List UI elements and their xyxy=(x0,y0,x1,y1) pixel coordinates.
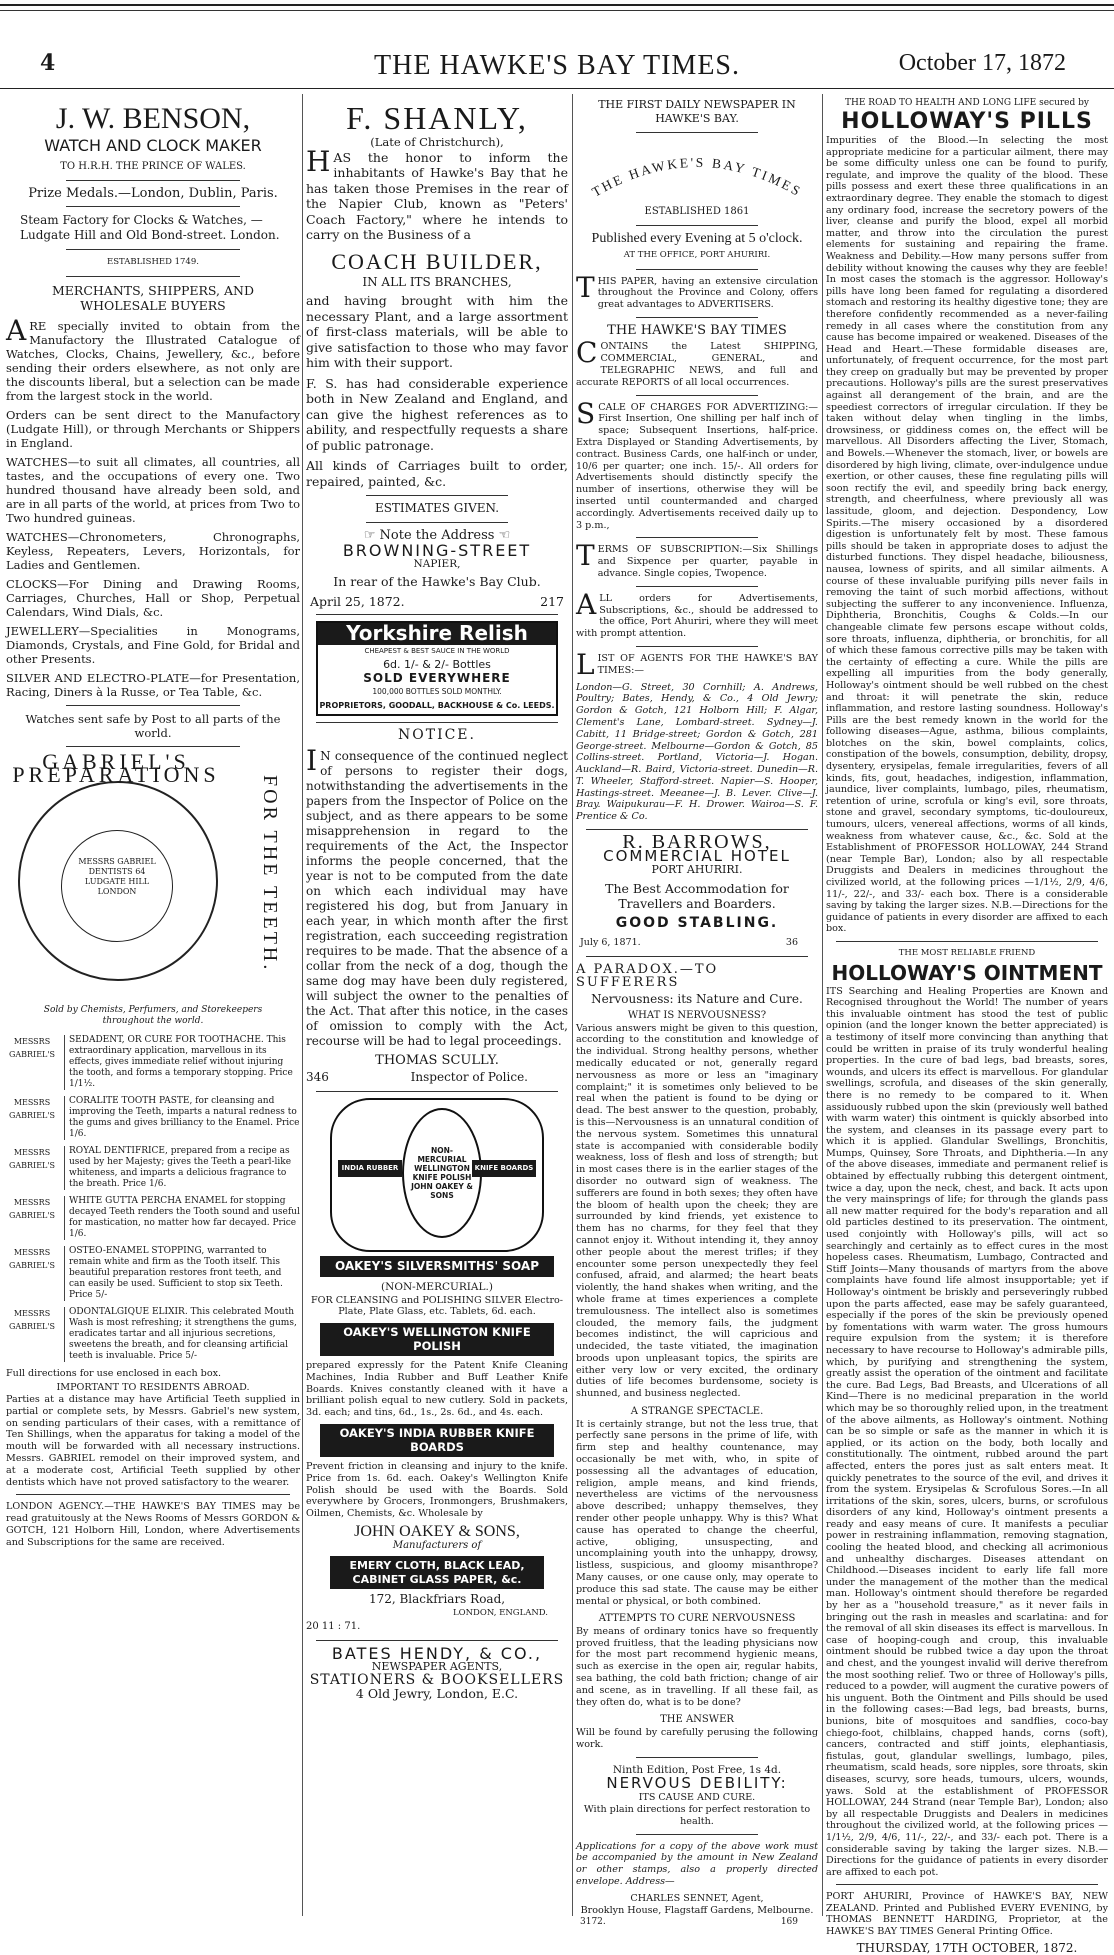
divider xyxy=(636,1757,758,1758)
bates-hendy: BATES HENDY, & CO., xyxy=(331,1643,543,1663)
gabriel-item-text: WHITE GUTTA PERCHA ENAMEL for stopping decayed Teeth renders the Tooth sound and useful for mastication, no matter how far decayed. Price 1/6. xyxy=(64,1196,300,1240)
answer-body: Will be found by carefully perusing the following work. xyxy=(576,1726,818,1750)
gabriel-inner-seal xyxy=(61,830,173,942)
july-date: July 6, 1871. xyxy=(580,937,641,949)
relish-tagline: CHEAPEST & BEST SAUCE IN THE WORLD xyxy=(364,646,510,655)
watches-types-item: WATCHES—Chronometers, Chronographs, Keyless, Repeaters, Levers, Horizontals, for Ladies and Gentlemen. xyxy=(6,529,300,572)
sennet-footer xyxy=(580,1916,798,1930)
gabriel-arc-title: GABRIEL'S PREPARATIONS xyxy=(12,748,220,787)
brooklyn: Brooklyn House, Flagstaff Gardens, Melbourne. xyxy=(580,1904,814,1916)
applications: Applications for a copy of the above work must be accompanied by the amount in New Zealand or other stamps, also a properly directed envelope. Address— xyxy=(576,1840,818,1887)
gabriel-item xyxy=(6,1035,300,1090)
arc-title xyxy=(576,139,818,205)
oakey-number: 20 11 : 71. xyxy=(306,1621,361,1633)
page-number: 4 xyxy=(40,50,56,76)
column-rule xyxy=(572,94,573,1916)
gabriel-item-text: OSTEO-ENAMEL STOPPING, warranted to remain white and firm as the Tooth itself. This beautiful preparation restores front teeth, and can easily be used. Sufficient to stop six Teeth. Price 5/- xyxy=(64,1246,300,1301)
gabriel-directions: Full directions for use enclosed in each box. xyxy=(6,1367,222,1379)
divider xyxy=(66,705,240,706)
top-rule-thin xyxy=(0,10,1114,11)
benson-name: J. W. BENSON, xyxy=(55,102,251,135)
divider xyxy=(316,1640,558,1641)
browning-street: BROWNING-STREET xyxy=(342,541,532,560)
imprint: PORT AHURIRI, Province of HAWKE'S BAY, NEW ZEALAND. Printed and Published EVERY EVENING, by THOMAS BENNETT HARDING, Proprietor, at the HAWKE'S BAY TIMES General Printing Office. xyxy=(826,1891,1108,1938)
pointing-hand-icon: ☞ xyxy=(363,527,380,543)
relish-title: Yorkshire Relish xyxy=(318,623,556,645)
divider xyxy=(636,1834,758,1835)
masthead xyxy=(0,0,1114,80)
sennet-number-2: 169 xyxy=(780,1917,798,1928)
messrs-label: MESSRS GABRIEL'S xyxy=(8,1247,56,1270)
gabriel-seal xyxy=(18,781,218,981)
rear-club: In rear of the Hawke's Bay Club. xyxy=(333,574,541,589)
divider xyxy=(636,395,758,396)
scully-name: THOMAS SCULLY. xyxy=(375,1052,499,1068)
arc-title-text: THE HAWKE'S BAY TIMES xyxy=(589,154,805,200)
divider xyxy=(636,586,758,587)
column-2 xyxy=(306,98,568,1916)
nervousness-body: Various answers might be given to this question, according to the constitution and knowledge of the individual. Strong healthy persons, whether medically educated or not, generally regard nervousness as more or less an "imaginary complaint;" it is sometimes only believed to be real when the patient is found to be dying or dead. The best answer to the question, probably, is this—Nervousness is an unnatural condition of the nervous system. Sometimes this unnatural state is accompanied with considerable bodily weakness, loss of flesh and loss of strength; but in most cases there is in the earlier stages of the disorder no outward sign of weakness. The sufferers are found in both sexes; they often have the bloom of health upon the cheek; they are surrounded by kind friends, yet existence to them has no charms, for they feel that they cannot enjoy it. Without intending it, they annoy other people about the merest trifles; if they encounter some person unexpectedly they feel confused, afraid, and alarmed; the heart beats violently, the hand shakes when writing, and the whole frame at times experiences a complete tremulousness. The intellect also is sometimes clouded, the memory fails, the judgment becomes indistinct, the will capricious and undecided, the taste vitiated, the imagination broods upon unpleasant topics, the spirits are either very low or very excited, the ordinary duties of life becomes burdensome, society is shunned, and business neglected. xyxy=(576,1022,818,1400)
divider xyxy=(66,249,240,250)
pills-body: Impurities of the Blood.—In selecting the most appropriate medicine for a particular ailment, there may be some difficulty unless one can be found to purify, regulate, and improve the quality of the blood. These pills possess and exert these three qualifications in an extraordinary degree. They enable the stomach to digest any ordinary food, increase the secretory powers of the liver, cleanse and purify the blood, expel all morbid matter, and throw into the circulation the purest elements for sustaining and repairing the frame. Weakness and Debility.—How many persons suffer from debility without knowing the causes why they are feeble! In most cases the stomach is the aggressor. Holloway's pills have long been famed for regulating a disordered stomach and restoring its healthy digestive tone; they are therefore confidently recommended as a never-failing remedy in all cases where the constitution from any cause has become impaired or weakened. Diseases of the Head and Heart.—These formidable diseases are, unfortunately, of frequent occurrence, for the most part they creep on gradually but may be prevented by proper precautions. Holloway's pills are the surest preservatives against all derangement of the brain, and are the speediest correctors of irregular circulation. If they be taken without delay when tingling in the limbs, drowsiness, or giddiness comes on, the effect will be marvellous. All Disorders affecting the Liver, Stomach, and Bowels.—Whenever the stomach, liver, or bowels are disordered by high living, climate, over-indulgence undue exertion, or other causes, these fine regulating pills will soon rectify the evil, and speedily bring back energy, strength, and cheerfulness, where previously all was lassitude, gloom, and dejection. Despondency, Low Spirits.—The misery occasioned by a disordered digestion is unfortunately felt by most. These famous pills should be taken in appropriate doses to adjust the disturbed functions. They dispel headache, biliousness, nausea, lowness of spirits, and all similar ailments. A course of these invaluable purifying pills never fails in removing the taint of such morbid affections, without subjecting the sufferer to any inconvenience. Influenza, Diphtheria, Bronchitis, Coughs & Colds.—In our changeable climate few persons escape without colds, sore throats, influenza, diphtheria, or bronchitis, for all of which these famous corrective pills may be taken with the certainty of effecting a cure. While the pills are expelling all impurities from the body generally, Holloway's ointment should be well rubbed on the chest and throat: it will penetrate the skin, reduce inflammation, and restore lasting soundness. Holloway's Pills are the best remedy known in the world for the following diseases—Ague, asthma, bilious complaints, blotches on the skin, bowel complaints, colics, constipation of the bowels, consumption, debility, dropsy, dysentery, erysipelas, female irregularities, fevers of all kinds, fits, gout, headaches, indigestion, inflammation, jaundice, liver complaints, lumbago, piles, rheumatism, retention of urine, scrofula or king's evil, sore throats, stone and gravel, secondary symptoms, tic-douloureux, tumours, ulcers, venereal affections, worms of all kinds, weakness from whatever cause, &c., &c. Sold at the Establishment of PROFESSOR HOLLOWAY, 244 Strand (near Temple Bar), London; also by all respectable Druggists and Dealers in medicines throughout the civilized world, at the following prices —1/1½, 2/9, 4/6, 11/-, 22/-, and 33/- each box. There is a considerable saving by taking the larger sizes. N.B.—Directions for the guidance of patients in every disorder are affixed to each box. xyxy=(826,135,1108,935)
top-rule xyxy=(0,4,1114,6)
shanly-body-4: All kinds of Carriages built to order, repaired, painted, &c. xyxy=(306,458,568,489)
polish-body: prepared expressly for the Patent Knife Cleaning Machines, India Rubber and Buff Leather Knife Boards. Knives constantly cleaned with it have a brilliant polish equal to new cutlery. Sold in packets, 3d. each; and tins, 6d., 1s., 2s. 6d., and 4s. each. xyxy=(306,1360,568,1419)
merchants-heading: MERCHANTS, SHIPPERS, AND WHOLESALE BUYERS xyxy=(52,282,254,313)
divider xyxy=(366,495,508,496)
divider xyxy=(66,276,240,277)
orders-body: Orders can be sent direct to the Manufactory (Ludgate Hill), or through Merchants or Shippers in England. xyxy=(6,407,300,450)
contains: CONTAINS the Latest SHIPPING, COMMERCIAL, GENERAL, and TELEGRAPHIC NEWS, and full and accurate REPORTS of all local occurrences. xyxy=(576,336,818,388)
polish-banner: OAKEY'S WELLINGTON KNIFE POLISH xyxy=(320,1323,554,1356)
jewellery-item: JEWELLERY—Specialities in Monograms, Diamonds, Crystals, and Fine Gold, for Bridal and other Presents. xyxy=(6,623,300,666)
emery-banner: EMERY CLOTH, BLACK LEAD, CABINET GLASS PAPER, &c. xyxy=(330,1556,544,1589)
shanly-name: F. SHANLY, xyxy=(346,100,528,136)
gabriel-seal-text: MESSRS GABRIEL DENTISTS 64 LUDGATE HILL LONDON xyxy=(78,856,156,896)
divider xyxy=(586,829,808,830)
messrs-label: MESSRS GABRIEL'S xyxy=(8,1097,56,1120)
issue-date: October 17, 1872 xyxy=(898,50,1066,76)
divider xyxy=(836,941,1098,942)
sennet: CHARLES SENNET, Agent, xyxy=(630,1892,764,1904)
gabriel-side-title: FOR THE TEETH. xyxy=(259,774,281,972)
manufacturers: Manufacturers of xyxy=(392,1539,482,1551)
benson-appointment: TO H.R.H. THE PRINCE OF WALES. xyxy=(60,161,246,172)
gabriel-item xyxy=(6,1096,300,1140)
divider xyxy=(366,522,508,523)
strange-spectacle: A STRANGE SPECTACLE. xyxy=(630,1406,764,1418)
nervous-debility: NERVOUS DEBILITY: xyxy=(606,1774,788,1792)
scully-title: Inspector of Police. xyxy=(410,1070,528,1084)
old-jewry: 4 Old Jewry, London, E.C. xyxy=(355,1686,519,1702)
attempts: ATTEMPTS TO CURE NERVOUSNESS xyxy=(598,1613,796,1625)
gabriel-item xyxy=(6,1146,300,1190)
important-body: Parties at a distance may have Artificial Teeth supplied in partial or complete sets, by Messrs. Gabriel's new system, on sending particulars of their cases, with a remittance of Ten Shillings, when the apparatus for taking a model of the mouth will be forwarded with all necessary instructions. Messrs. GABRIEL remodel on their improved system, and at a moderate cost, Artificial Teeth supplied by other dentists which have not proved satisfactory to the wearer. xyxy=(6,1394,300,1488)
newspaper-agents: NEWSPAPER AGENTS, xyxy=(371,1660,503,1674)
clocks-item: CLOCKS—For Dining and Drawing Rooms, Carriages, Churches, Hall or Shop, Perpetual Calendars, Wind Dials, &c. xyxy=(6,576,300,619)
silver-item: SILVER AND ELECTRO-PLATE—for Presentation, Racing, Diners à la Russe, or Tea Table, &c. xyxy=(6,670,300,699)
gabriel-item xyxy=(6,1196,300,1240)
divider xyxy=(636,317,758,318)
ointment-body: ITS Searching and Healing Properties are Known and Recognised throughout the World! The number of years this invaluable ointment has stood the test of public opinion (and the longer known the better appreciated) is a testimony of itself more convincing than anything that could be written in praise of its truly wonderful healing properties. In the cure of bad legs, bad breasts, sores, wounds, and ulcers its effect is marvellous. For glandular swellings, scrofula, and diseases of the skin generally, there is no remedy to be compared to it. When assiduously rubbed upon the skin (previously well bathed with warm water) this ointment is quickly absorbed into the system, and cleanses in its passage every part to which it is applied. Glandular Swellings, Bronchitis, Mumps, Quinsey, Sore Throats, and Diphtheria.—In any of the above diseases, immediate and permanent relief is obtained by effectually rubbing this detergent ointment, twice a day, upon the neck, chest, and back. It acts upon the very mainsprings of life; for through the glands pass all new matter required for the body's reparation and all old particles destined to its preservation. The ointment, used conjointly with Holloway's pills, will act so searchingly and certainly as to effect cures in the most hopeless cases. Rheumatism, Lumbago, Contracted and Stiff Joints—Many thousands of martyrs from the above complaints have found life almost insupportable; yet if Holloway's ointment be briskly and perseveringly rubbed upon the parts affected, ease may be safely guaranteed, especially if the pores of the skin be previously opened by fomentations with warm water. The gross humours require expulsion from the system; it is therefore necessary to have recourse to Holloway's admirable pills, which, by purifying and strengthening the system, greatly assist the operation of the ointment and facilitate the cure. Bad Legs, Bad Breasts, and Ulcerations of all Kind—There is no medicinal preparation in the world which may be so thoroughly relied upon, in the treatment of the above ailments, as Holloway's ointment. Nothing can be so simple or safe as the manner in which it is applied, or its action on the body, both locally and constitutionally. The ointment, rubbed around the part affected, enters the pores just as salt enters meat. It quickly penetrates to the source of the evil, and drives it from the system. Erysipelas & Scrofulous Sores.—In all irritations of the skin, sores, ulcers, burns, or scrofulous disorders of any kind, Holloway's ointment presents a ready and easy means of cure. It manifests a peculiar power in restraining inflammation, removing stagnation, cooling the heated blood, and checking all acrimonious and unhealthy discharges. Diseases attendant on Childhood.—Diseases incident to early life fall more under the management of the mother than the medical man. Holloway's ointment should therefore be regarded by her as a "household treasure," as it never fails in bringing out the rash in measles and scarlatina: and for the removal of all skin diseases its effect is marvellous. In case of hooping-cough and croup, this invaluable ointment should be rubbed twice a day upon the throat and chest, and the youngest invalid will derive therefrom the most soothing relief. Two or three of Holloway's pills, reduced to a powder, will augment the curative powers of his unguent. Both the Ointment and Pills should be used in the following cases:—Bad legs, bad breasts, burns, bunions, bite of mosquitoes and sandflies, coco-bay chiego-foot, chilblains, chapped hands, corns (soft), cancers, contracted and stiff joints, elephantiasis, fistulas, gout, glandular swellings, lumbago, piles, rheumatism, scald heads, sore nipples, sore throats, skin diseases, scurvy, sore heads, tumours, ulcers, wounds, yaws. Sold at the establishment of PROFESSOR HOLLOWAY, 244 Strand (near Temple Bar), London; also by all respectable Druggists and Dealers in medicines throughout the civilized world, at the following prices —1/1½, 2/9, 4/6, 11/-, 22/-, and 33/- each pot. There is a considerable saving by taking the larger sizes. N.B.—Directions for the guidance of patients in every disorder are affixed to each pot. xyxy=(826,985,1108,1878)
holloways-pills: HOLLOWAY'S PILLS xyxy=(841,109,1093,134)
divider xyxy=(66,206,240,207)
commercial-hotel: COMMERCIAL HOTEL xyxy=(603,846,791,865)
gabriel-caption: Sold by Chemists, Perfumers, and Storekeepers throughout the world. xyxy=(43,1004,263,1026)
yorkshire-relish-ad xyxy=(316,621,558,716)
messrs-label: MESSRS GABRIEL'S xyxy=(8,1308,56,1331)
scully-number: 346 xyxy=(306,1070,329,1084)
terms: TERMS OF SUBSCRIPTION:—Six Shillings and Sixpence per quarter, payable in advance. Single copies, Twopence. xyxy=(576,539,818,579)
shanly-body: HAS the honor to inform the inhabitants of Hawke's Bay that he has taken those Premises in the rear of the Napier Club, known as "Peters' Coach Factory," where he intends to carry on the Business of a xyxy=(306,144,568,242)
all-orders: ALL orders for Advertisements, Subscriptions, &c., should be addressed to the office, Port Ahuriri, where they will meet with prompt attention. xyxy=(576,587,818,640)
sennet-number: 3172. xyxy=(580,1917,606,1928)
relish-sold: SOLD EVERYWHERE xyxy=(363,670,511,685)
gabriel-item-text: ODONTALGIQUE ELIXIR. This celebrated Mouth Wash is most refreshing; it strengthens the gums, eradicates tartar and all injurious secretions, sweetens the breath, and for cleansing artificial teeth is invaluable. Price 5/- xyxy=(64,1307,300,1362)
shanly-dateline xyxy=(310,595,564,609)
this-paper: THIS PAPER, having an extensive circulation throughout the Province and Colony, offers great advantages to ADVERTISERS. xyxy=(576,270,818,311)
watches-item: WATCHES—to suit all climates, all countries, all tastes, and the occupations of every one. Two hundred thousand have already been sold, and are in all parts of the world, at prices from Two to Two hundred guineas. xyxy=(6,454,300,525)
divider xyxy=(316,1091,558,1092)
april-number: 217 xyxy=(540,593,564,609)
divider xyxy=(836,1884,1098,1885)
divider xyxy=(636,537,758,538)
benson-medals: Prize Medals.—London, Dublin, Paris. xyxy=(28,185,278,201)
oakey-emblem-text: NON-MERCURIAL WELLINGTON KNIFE POLISH JOHN OAKEY & SONS xyxy=(402,1108,482,1238)
nervousness: Nervousness: its Nature and Cure. xyxy=(591,991,803,1006)
road-to-health: THE ROAD TO HEALTH AND LONG LIFE secured by xyxy=(845,98,1089,108)
benson-established: ESTABLISHED 1749. xyxy=(107,257,199,267)
cause-and-cure: ITS CAUSE AND CURE. xyxy=(638,1791,756,1803)
london-agency: LONDON AGENCY.—THE HAWKE'S BAY TIMES may be read gratuitously at the News Rooms of Messrs GORDON & GOTCH, 121 Holborn Hill, London, where Advertisements and Subscriptions for the same are received. xyxy=(6,1501,300,1548)
column-4 xyxy=(826,98,1108,1955)
shanly-body-2: and having brought with him the necessary Plant, and a large assortment of first-class materials, will be able to give satisfaction to those who may favor him with their support. xyxy=(306,293,568,370)
divider xyxy=(16,1494,290,1495)
column-rule xyxy=(302,94,303,1916)
divider xyxy=(316,614,558,615)
established: ESTABLISHED 1861 xyxy=(644,206,750,217)
july-number: 36 xyxy=(785,937,798,949)
port-ahuriri: PORT AHURIRI. xyxy=(651,863,743,877)
divider xyxy=(636,225,758,226)
branches: IN ALL ITS BRANCHES, xyxy=(362,274,512,289)
first-daily: THE FIRST DAILY NEWSPAPER IN HAWKE'S BAY. xyxy=(598,98,796,125)
svg-text:THE HAWKE'S BAY TIMES xyxy=(589,155,804,200)
shanly-body-3: F. S. has had considerable experience both in New Zealand and England, and can give the highest references as to ability, and respectfully requests a share of public patronage. xyxy=(306,375,568,453)
april-date: April 25, 1872. xyxy=(310,593,405,609)
napier: NAPIER, xyxy=(413,557,461,570)
oakey-right-label: KNIFE BOARDS xyxy=(472,1160,536,1178)
messrs-label: MESSRS GABRIEL'S xyxy=(8,1036,56,1059)
holloways-ointment: HOLLOWAY'S OINTMENT xyxy=(831,960,1103,985)
paper-title: THE HAWKE'S BAY TIMES. xyxy=(374,50,740,81)
masthead-rule xyxy=(0,88,1114,89)
scale-of-charges: SCALE OF CHARGES FOR ADVERTIZING:— First Insertion, One shilling per half inch of space; Subsequent Insertions, half-price. Extra Displayed or Standing Advertisements, by contract. Business Cards, one half-inch or under, 10/6 per quarter; one inch. 15/-. All orders for Advertisements should distinctly specify the number of insertions, otherwise they will be inserted until countermanded and charged accordingly. Advertisements received daily up to 3 p.m., xyxy=(576,396,818,531)
blackfriars: 172, Blackfriars Road, xyxy=(368,1592,506,1607)
best-accommodation: The Best Accommodation for Travellers and Boarders. xyxy=(605,880,789,911)
watches-post: Watches sent safe by Post to all parts of the world. xyxy=(25,711,281,740)
published: Published every Evening at 5 o'clock. xyxy=(591,230,803,246)
footer-date: THURSDAY, 17TH OCTOBER, 1872. xyxy=(856,1940,1078,1955)
gabriel-item-text: SEDADENT, OR CURE FOR TOOTHACHE. This extraordinary application, marvellous in its effects, gives immediate relief without injuring the tooth, and forms a temporary stopping. Price 1/1½. xyxy=(64,1035,300,1090)
the-answer: THE ANSWER xyxy=(660,1714,734,1726)
good-stabling: GOOD STABLING. xyxy=(615,914,779,931)
messrs-label: MESSRS GABRIEL'S xyxy=(8,1147,56,1170)
notice-body: IN consequence of the continued neglect of persons to register their dogs, notwithstanding the advertisements in the papers from the Inspector of Police on the subject, and as there appears to be some misapprehension in regard to the requirements of the Act, the Inspector informs the people concerned, that the year is not to be computed from the date on which each individual may have registered his dog, but from January in each year, in which month after the first registration, each succeeding registration requires to be made. That the absence of a collar from the neck of a dog, though the same dog may have been duly registered, will subject the owner to the penalties of the Act. That after this notice, in the cases of omission to comply with the Act, recourse will be had to legal proceedings. xyxy=(306,743,568,1048)
coach-builder: COACH BUILDER, xyxy=(331,248,543,274)
gabriel-item-text: CORALITE TOOTH PASTE, for cleansing and improving the Teeth, imparts a natural redness to the gums and gives brilliancy to the Enamel. Price 1/6. xyxy=(64,1096,300,1140)
divider xyxy=(636,646,758,647)
paradox: A PARADOX.—TO SUFFERERS xyxy=(576,961,719,991)
strange-body: It is certainly strange, but not the less true, that perfectly sane persons in the prime of life, with firm step and healthy countenance, may occasionally be met with, who, in spite of possessing all the advantages of education, religion, ample means, and kind friends, nevertheless are victims of the nervousness above described; unhappy themselves, they render other people unhappy. Why is this? What cause has operated to change the cheerful, active, obliging, unsuspecting, and uncomplaining youth into the unhappy, drowsy, listless, suspicious, and gloomy misanthrope? Many causes, or one cause only, may operate to produce this sad state. The cause may be either mental or physical, or both combined. xyxy=(576,1418,818,1607)
office: AT THE OFFICE, PORT AHURIRI. xyxy=(623,250,771,260)
column-rule xyxy=(822,94,823,1916)
benson-factory: Steam Factory for Clocks & Watches, —Ludgate Hill and Old Bond-street. London. xyxy=(20,213,280,242)
attempts-body: By means of ordinary tonics have so frequently proved fruitless, that the leading physicians now for the most part recommend hygienic means, such as exercise in the open air, regular habits, sea bathing, the cold bath friction; change of air and scene, as in travelling. If all these fail, as they often do, what is to be done? xyxy=(576,1625,818,1708)
divider xyxy=(316,722,558,723)
ninth-edition: Ninth Edition, Post Free, 1s 4d. xyxy=(612,1763,782,1776)
oakey-london: LONDON, ENGLAND. xyxy=(453,1607,548,1618)
column-3 xyxy=(576,98,818,1928)
column-1 xyxy=(6,98,300,1916)
agents-heading: LIST OF AGENTS FOR THE HAWKE'S BAY TIMES:— xyxy=(576,647,818,681)
estimates-given: ESTIMATES GIVEN. xyxy=(374,501,500,515)
soap-banner: OAKEY'S SILVERSMITHS' SOAP xyxy=(320,1256,554,1278)
scully-footer xyxy=(306,1071,528,1085)
boards-body: Prevent friction in cleansing and injury to the knife. Price from 1s. 6d. each. Oakey's Wellington Knife Polish should be used with the Boards. Sold everywhere by Grocers, Ironmongers, Brushmakers, Oilmen, Chemists, &c. Wholesale by xyxy=(306,1461,568,1520)
benson-trade: WATCH AND CLOCK MAKER xyxy=(44,136,262,155)
pointing-hand-icon: ☜ xyxy=(494,527,511,543)
divider xyxy=(66,746,240,747)
oakey-left-label: INDIA RUBBER xyxy=(338,1160,402,1178)
what-is: WHAT IS NERVOUSNESS? xyxy=(627,1010,767,1022)
gabriel-item xyxy=(6,1307,300,1362)
divider xyxy=(586,956,808,957)
divider xyxy=(636,269,758,270)
arc-title-block xyxy=(576,139,818,205)
soap-body: FOR CLEANSING and POLISHING SILVER Electro-Plate, Plate Glass, etc. Tablets, 6d. each. xyxy=(310,1294,564,1318)
plain-directions: With plain directions for perfect restoration to health. xyxy=(583,1804,811,1827)
merchants-body: ARE specially invited to obtain from the Manufactory the Illustrated Catalogue of Watches, Clocks, Chains, Jewellery, &c., before sending their orders elsewhere, as not only are the discounts liberal, but a selection can be made from the largest stock in the world. xyxy=(6,313,300,403)
hbt-heading: THE HAWKE'S BAY TIMES xyxy=(607,322,787,338)
note-address-text: Note the Address xyxy=(379,527,495,543)
agents-list: London—G. Street, 30 Cornhill; A. Andrews, Poultry; Bates, Hendy, & Co., 4 Old Jewry; Gordon & Gotch, 121 Holborn Hill; F. Algar, Clement's Lane, Lombard-street. Sydney—J. Cabitt, 11 Bridge-street; Gordon & Gotch, 281 George-street. Melbourne—Gordon & Gotch, 85 Collins-street. Portland, Victoria—J. Hogan. Auckland—R. Baird, Victoria-street. Dunedin—R. T. Wheeler, Stafford-street. Napier—S. Hooper, Hastings-street. Meeanee—J. B. Lever. Clive—J. Bray. Waipukurau—F. H. Drower. Wairoa—S. F. Prentice & Co. xyxy=(576,681,818,823)
shanly-sub: (Late of Christchurch), xyxy=(370,135,504,149)
divider xyxy=(636,132,758,133)
stationers: STATIONERS & BOOKSELLERS xyxy=(309,1671,565,1688)
relish-count: 100,000 BOTTLES SOLD MONTHLY. xyxy=(372,687,502,696)
most-reliable: THE MOST RELIABLE FRIEND xyxy=(898,947,1036,958)
non-mercurial: (NON-MERCURIAL.) xyxy=(381,1281,493,1293)
gabriel-item-text: ROYAL DENTIFRICE, prepared from a recipe as used by her Majesty; gives the Teeth a pearl-like whiteness, and imparts a delicious fragrance to the breath. Price 1/6. xyxy=(64,1146,300,1190)
gabriel-seal-ad xyxy=(6,748,300,1005)
oakey-sons: JOHN OAKEY & SONS, xyxy=(354,1523,520,1541)
gabriel-item xyxy=(6,1246,300,1301)
notice-heading: NOTICE. xyxy=(398,727,476,743)
note-address xyxy=(306,529,568,543)
oakey-emblem xyxy=(330,1098,544,1252)
boards-banner: OAKEY'S INDIA RUBBER KNIFE BOARDS xyxy=(320,1424,554,1457)
divider xyxy=(66,180,240,181)
important-heading: IMPORTANT TO RESIDENTS ABROAD. xyxy=(56,1382,250,1394)
barrows: R. BARROWS, xyxy=(622,831,772,854)
barrows-footer xyxy=(580,936,798,950)
relish-proprietors: PROPRIETORS, GOODALL, BACKHOUSE & Co. LEEDS. xyxy=(319,700,555,710)
messrs-label: MESSRS GABRIEL'S xyxy=(8,1197,56,1220)
relish-price: 6d. 1/- & 2/- Bottles xyxy=(383,658,491,671)
